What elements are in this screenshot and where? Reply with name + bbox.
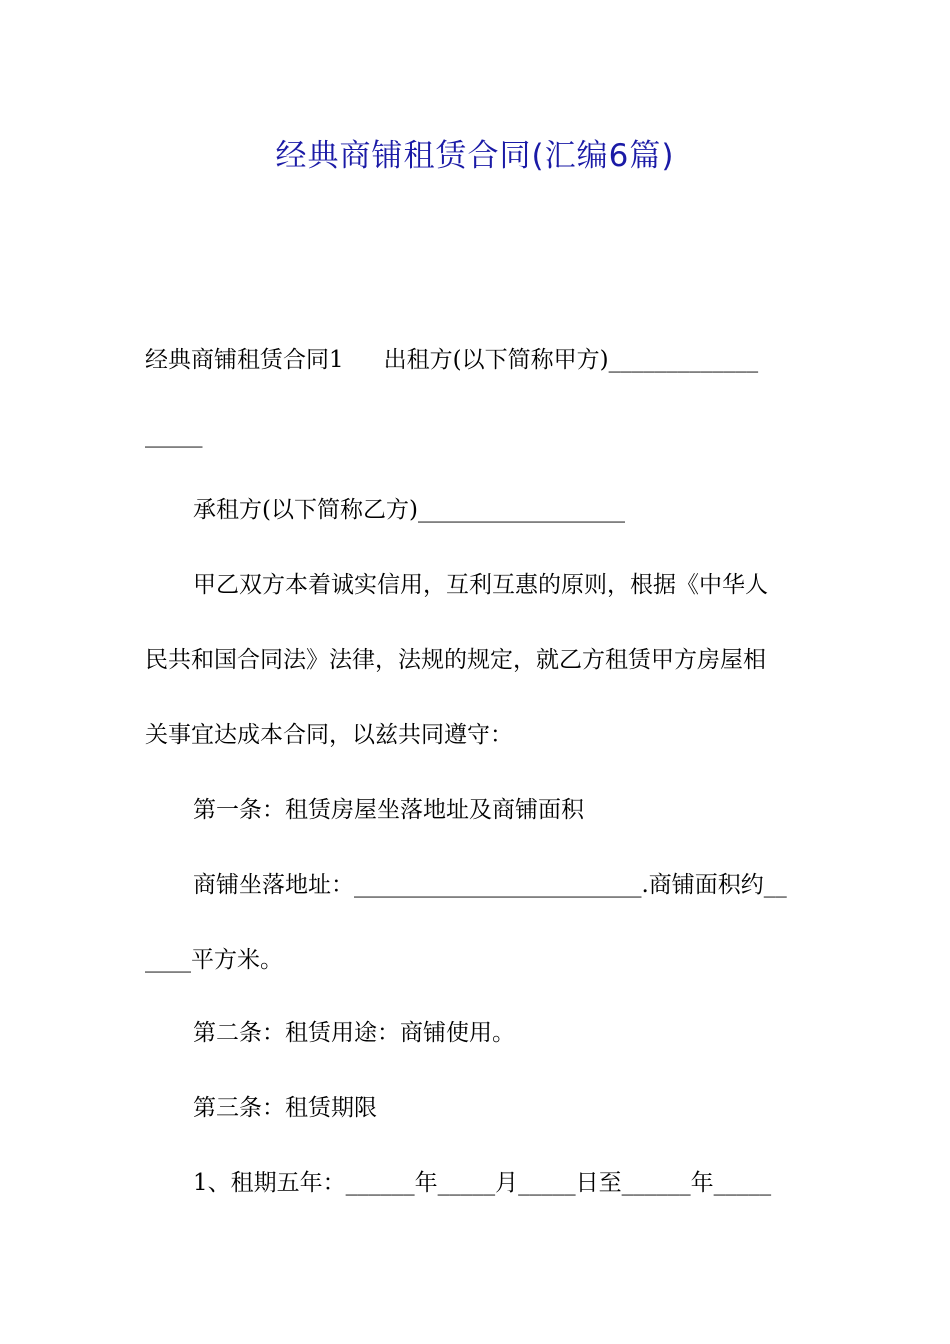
lessor-field: 出租方(以下简称甲方)_____________	[383, 347, 759, 373]
lessee-field: 承租方(以下简称乙方)__________________	[193, 497, 625, 523]
contract-line-1	[145, 345, 758, 375]
article-2-heading: 第二条：租赁用途：商铺使用。	[193, 1020, 515, 1046]
lease-term-field: 1、租期五年：______年_____月_____日至______年_____	[193, 1170, 772, 1196]
shop-area-field: ____平方米。	[145, 947, 283, 973]
article-3-heading: 第三条：租赁期限	[193, 1095, 377, 1121]
contract-heading: 经典商铺租赁合同1	[145, 347, 344, 373]
contract-line-2: _____	[145, 422, 203, 448]
document-title: 经典商铺租赁合同(汇编6篇)	[275, 138, 675, 174]
article-1-heading: 第一条：租赁房屋坐落地址及商铺面积	[193, 797, 584, 823]
paragraph-line: 关事宜达成本合同，以兹共同遵守：	[145, 722, 513, 748]
shop-address-field: 商铺坐落地址：_________________________.商铺面积约__	[193, 872, 787, 898]
paragraph-line: 甲乙双方本着诚实信用，互利互惠的原则，根据《中华人	[193, 572, 768, 598]
paragraph-line: 民共和国合同法》法律，法规的规定，就乙方租赁甲方房屋相	[145, 647, 766, 673]
